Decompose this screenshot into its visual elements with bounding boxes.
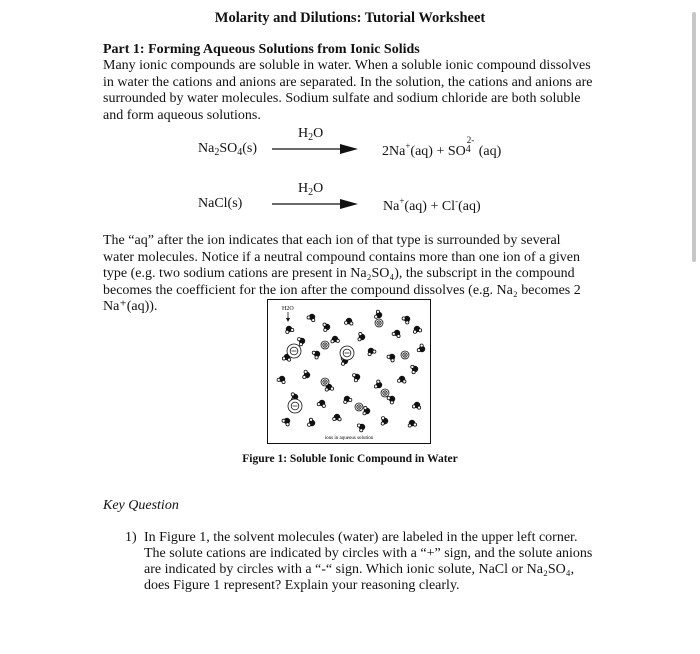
- key-question-heading: Key Question: [103, 498, 179, 513]
- figure1-caption: Figure 1: Soluble Ionic Compound in Water: [242, 453, 458, 465]
- equation1-reaction-arrow: [272, 143, 358, 155]
- equation1-product: 2Na+(aq) + SO 4 2- (aq): [382, 135, 502, 159]
- question-text: In Figure 1, the solvent molecules (water) are labeled in the upper left corner. The solute cations are indicated by circles with a “+” sign, and the solute anions are indicated by circles with a “-“ sign. Which ionic solute, NaCl or Na₂SO₄, does Figure 1 represent? Explain your reasoning clearly.: [144, 530, 593, 593]
- cation-symbol: [381, 389, 389, 397]
- part1-heading: Part 1: Forming Aqueous Solutions from Ionic Solids: [103, 42, 420, 57]
- cation-symbol: [321, 378, 329, 386]
- equation2-reactant: NaCl(s): [198, 196, 243, 211]
- equation2-arrow-label: $H_2O$: [298, 181, 324, 198]
- intro-paragraph: Many ionic compounds are soluble in water. When a soluble ionic compound dissolves in water the cations and anions are separated. In the solution, the cations and anions are surrounded by water molecules. Sodium sulfate and sodium chloride are both soluble and form aqueous solutions.: [103, 58, 593, 123]
- figure-bottom-label: ions in aqueous solution: [324, 436, 374, 441]
- question-number: 1): [125, 530, 137, 545]
- figure1-ionic-solution-diagram: [267, 299, 431, 444]
- cation-symbol: [401, 351, 409, 359]
- anion-symbol: [340, 346, 354, 360]
- vertical-scrollbar[interactable]: [692, 12, 696, 262]
- cation-symbol: [375, 319, 383, 327]
- worksheet-title: Molarity and Dilutions: Tutorial Worksheet: [214, 10, 486, 26]
- equation1-arrow-label: $H_2O$: [298, 126, 324, 143]
- anion-symbol: [287, 344, 301, 358]
- anion-symbol: [288, 399, 302, 413]
- cation-symbol: [321, 341, 329, 349]
- equation2-reaction-arrow: [272, 198, 358, 210]
- cation-symbol: [355, 403, 363, 411]
- figure-water-label: H2O: [282, 306, 294, 312]
- aq-explanation-paragraph: The “aq” after the ion indicates that each ion of that type is surrounded by several water molecules. Notice if a neutral compound contains more than one ion of a given type (e.g. two sodium cations are present in Na₂SO₄), the subscript in the compound becomes the coefficient for the ion after the compound dissolves (e.g. Na₂ becomes 2 Na⁺(aq)).: [103, 233, 581, 314]
- equation1-reactant: $Na_2SO_4(s)$: [198, 141, 258, 158]
- equation2-product: Na+(aq) + Cl-(aq): [383, 196, 481, 214]
